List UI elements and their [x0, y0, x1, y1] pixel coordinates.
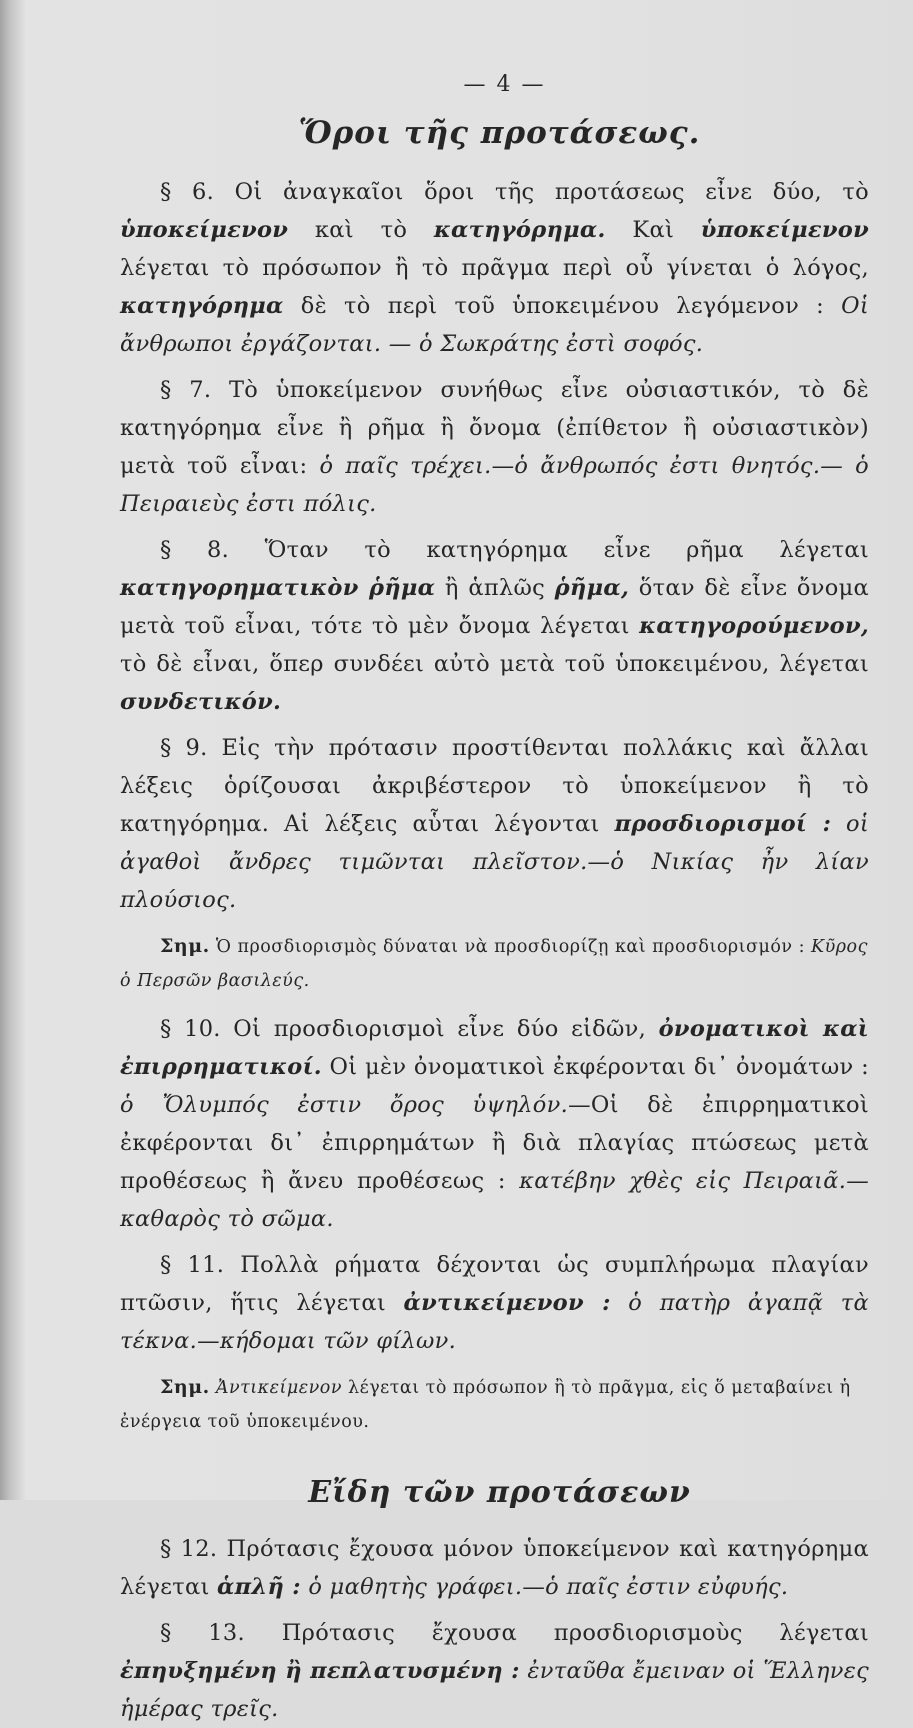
term: κατηγορηματικὸν ῥῆμα — [120, 575, 436, 601]
paragraph-7: § 7. Τὸ ὑποκείμενον συνήθως εἶνε οὐσιαστικόν, τὸ δὲ κατηγόρημα εἶνε ἢ ρῆμα ἢ ὄνομα (ἐπίθετον ἢ οὐσιαστικὸν) μετὰ τοῦ εἶναι: ὁ παῖς τρέχει.—ὁ ἄνθρωπός ἐστι θνητός.— ὁ Πειραιεὺς ἐστι πόλις. — [120, 377, 869, 517]
term: συνδετικόν. — [120, 689, 282, 715]
section-number: § 11. — [160, 1252, 225, 1278]
term: κατηγόρημα. — [433, 217, 606, 243]
note-2: Σημ. Ἀντικείμενον λέγεται τὸ πρόσωπον ἢ τὸ πρᾶγμα, εἰς ὅ μεταβαίνει ἡ ἐνέργεια τοῦ ὑποκειμένου. — [120, 1376, 851, 1432]
paragraph-11: § 11. Πολλὰ ρήματα δέχονται ὡς συμπλήρωμα πλαγίαν πτῶσιν, ἥτις λέγεται ἀντικείμενον : ὁ πατὴρ ἀγαπᾷ τὰ τέκνα.—κήδομαι τῶν φίλων. — [120, 1252, 870, 1354]
section-number: § 9. — [160, 735, 208, 761]
example: ἐνταῦθα ἔμειναν οἱ Ἕλληνες ἡμέρας τρεῖς. — [120, 1658, 869, 1722]
example: ὁ Ὄλυμπός ἐστιν ὄρος ὑψηλόν. — [120, 1092, 569, 1118]
term: ῥῆμα, — [554, 575, 630, 601]
section-number: § 6. — [160, 179, 215, 205]
example: ὁ πατὴρ ἀγαπᾷ τὰ τέκνα.—κήδομαι τῶν φίλων. — [120, 1290, 870, 1354]
example: οἱ ἀγαθοὶ ἄνδρες τιμῶνται πλεῖστον.—ὁ Νικίας ἦν λίαν πλούσιος. — [120, 811, 870, 913]
note-label: Σημ. — [160, 1376, 210, 1398]
section-number: § 7. — [160, 377, 212, 403]
term: κατηγόρημα — [120, 293, 284, 319]
example: κατέβην χθὲς εἰς Πειραιᾶ.—καθαρὸς τὸ σῶμα. — [120, 1168, 869, 1232]
chapter-title: Ὅροι τῆς προτάσεως. — [298, 115, 701, 151]
page-number: — 4 — — [463, 72, 546, 97]
term: ἐπηυξημένη ἢ πεπλατυσμένη : — [120, 1658, 520, 1684]
paragraph-10: § 10. Οἱ προσδιορισμοὶ εἶνε δύο εἰδῶν, ὀνοματικοὶ καὶ ἐπιρρηματικοί. Οἱ μὲν ὀνοματικοὶ ἐκφέρονται δι᾽ ὀνομάτων : ὁ Ὄλυμπός ἐστιν ὄρος ὑψηλόν.—Οἱ δὲ ἐπιρρηματικοὶ ἐκφέρονται δι᾽ ἐπιρρημάτων ἢ διὰ πλαγίας πτώσεως μετὰ προθέσεως ἢ ἄνευ προθέσεως : κατέβην χθὲς εἰς Πειραιᾶ.—καθαρὸς τὸ σῶμα. — [120, 1016, 870, 1232]
paragraph-12: § 12. Πρότασις ἔχουσα μόνον ὑποκείμενον καὶ κατηγόρημα λέγεται ἁπλῆ : ὁ μαθητὴς γράφει.—ὁ παῖς ἐστιν εὐφυής. — [120, 1536, 869, 1600]
term: ὑποκείμενον — [120, 217, 289, 243]
example: Ἀντικείμενον — [209, 1378, 342, 1398]
example: Κῦρος ὁ Περσῶν βασιλεύς. — [120, 937, 868, 991]
term: ἁπλῆ : — [217, 1574, 301, 1600]
term: ὀνοματικοὶ καὶ ἐπιρρηματικοί. — [120, 1016, 869, 1080]
term: προσδιορισμοί : — [614, 811, 832, 837]
term: ἀντικείμενον : — [403, 1290, 611, 1316]
example: ὁ μαθητὴς γράφει.—ὁ παῖς ἐστιν εὐφυής. — [300, 1574, 789, 1600]
note-1: Σημ. Ὁ προσδιορισμὸς δύναται νὰ προσδιορίζῃ καὶ προσδιορισμόν : Κῦρος ὁ Περσῶν βασιλεύς. — [120, 935, 868, 991]
section-number: § 8. — [160, 537, 230, 563]
binding-shadow — [0, 0, 26, 1500]
section-title: Εἴδη τῶν προτάσεων — [308, 1475, 691, 1510]
example: ὁ παῖς τρέχει.—ὁ ἄνθρωπός ἐστι θνητός.— ὁ Πειραιεὺς ἐστι πόλις. — [120, 453, 869, 517]
section-number: § 13. — [160, 1620, 245, 1646]
example: Οἱ ἄνθρωποι ἐργάζονται. — ὁ Σωκράτης ἐστὶ σοφός. — [120, 293, 869, 357]
section-number: § 12. — [160, 1536, 218, 1562]
paragraph-6: § 6. Οἱ ἀναγκαῖοι ὅροι τῆς προτάσεως εἶνε δύο, τὸ ὑποκείμενον καὶ τὸ κατηγόρημα. Καὶ ὑποκείμενον λέγεται τὸ πρόσωπον ἢ τὸ πρᾶγμα περὶ οὗ γίνεται ὁ λόγος, κατηγόρημα δὲ τὸ περὶ τοῦ ὑποκειμένου λεγόμενον : Οἱ ἄνθρωποι ἐργάζονται. — ὁ Σωκράτης ἐστὶ σοφός. — [120, 179, 869, 357]
note-label: Σημ. — [160, 935, 210, 957]
paragraph-9: § 9. Εἰς τὴν πρότασιν προστίθενται πολλάκις καὶ ἄλλαι λέξεις ὁρίζουσαι ἀκριβέστερον τὸ ὑποκείμενον ἢ τὸ κατηγόρημα. Αἱ λέξεις αὗται λέγονται προσδιορισμοί : οἱ ἀγαθοὶ ἄνδρες τιμῶνται πλεῖστον.—ὁ Νικίας ἦν λίαν πλούσιος. — [120, 735, 870, 913]
term: ὑποκείμενον — [700, 217, 869, 243]
paragraph-13: § 13. Πρότασις ἔχουσα προσδιορισμοὺς λέγεται ἐπηυξημένη ἢ πεπλατυσμένη : ἐνταῦθα ἔμειναν οἱ Ἕλληνες ἡμέρας τρεῖς. — [120, 1620, 869, 1722]
term: κατηγορούμενον, — [639, 613, 869, 639]
section-number: § 10. — [160, 1016, 221, 1042]
paragraph-8: § 8. Ὅταν τὸ κατηγόρημα εἶνε ρῆμα λέγεται κατηγορηματικὸν ῥῆμα ἢ ἁπλῶς ῥῆμα, ὅταν δὲ εἶνε ὄνομα μετὰ τοῦ εἶναι, τότε τὸ μὲν ὄνομα λέγεται κατηγορούμενον, τὸ δὲ εἶναι, ὅπερ συνδέει αὐτὸ μετὰ τοῦ ὑποκειμένου, λέγεται συνδετικόν. — [120, 537, 870, 715]
